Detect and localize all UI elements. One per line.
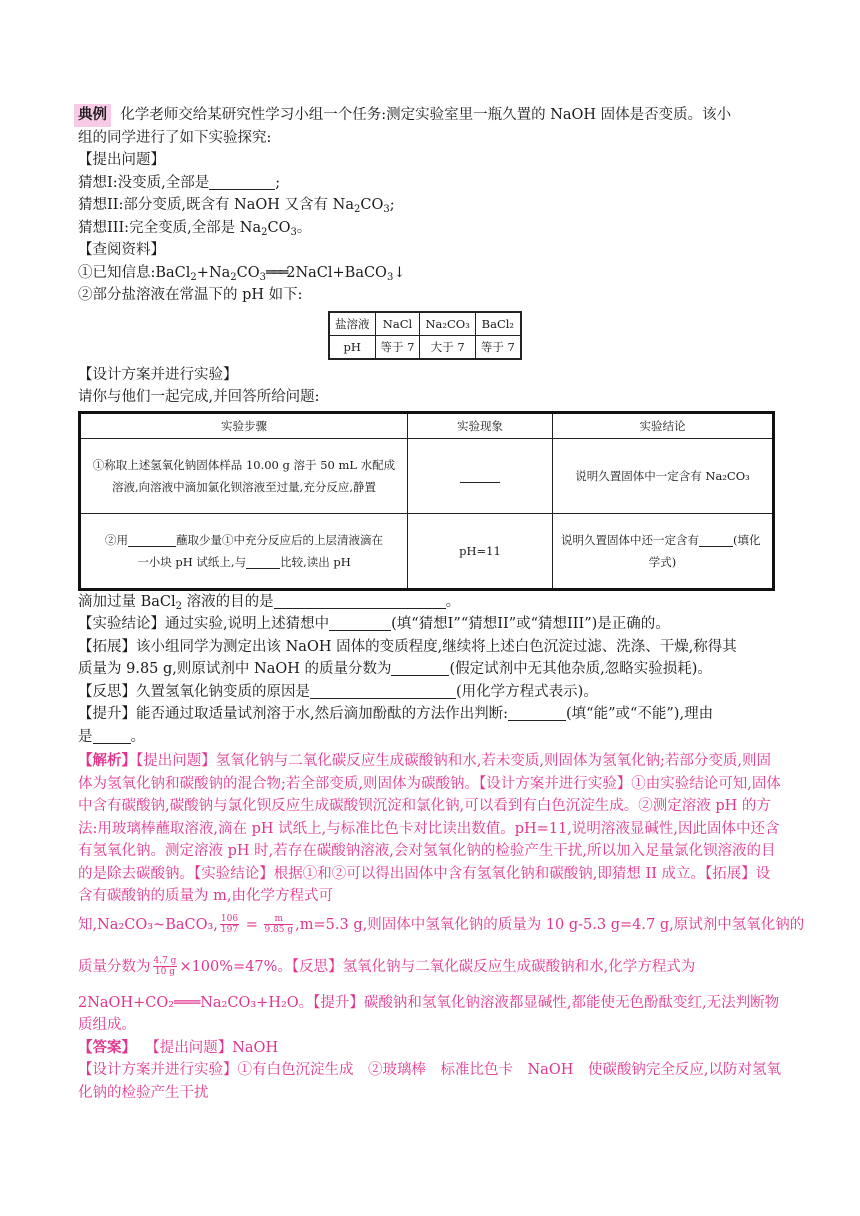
guess-1: 猜想I:没变质,全部是 ; xyxy=(78,174,281,191)
example-tag: 典例 xyxy=(74,104,111,127)
ph-table-row xyxy=(329,335,521,359)
row1-phenomenon xyxy=(408,438,553,513)
improve-line-2: 是 。 xyxy=(78,728,145,745)
experiment-table xyxy=(78,411,775,591)
document-page xyxy=(78,104,805,1104)
blank-equation xyxy=(310,683,456,699)
section-info: 【查阅资料】 xyxy=(78,242,165,258)
extend-line-2: 质量为 9.85 g,则原试剂中 NaOH 的质量分数为 (假定试剂中无其他杂质,忽略实验损耗)。 xyxy=(78,661,712,677)
row2-conclusion: 说明久置固体中还一定含有 (填化 学式) xyxy=(553,513,774,589)
experiment-header-row xyxy=(80,412,774,438)
extend-line-1: 【拓展】该小组同学为测定出该 NaOH 固体的变质程度,继续将上述白色沉淀过滤、洗涤、干燥,称得其 xyxy=(78,638,737,655)
analysis-line-fraction-2: 质量分数为 $\frac{4.7 g}{10 g}$ ×100%=47%。【反思】氢氧化钠与二氧化碳反应生成碳酸钠和水,化学方程式为 xyxy=(78,956,696,977)
blank-phenomenon xyxy=(460,467,500,483)
improve-line-1: 【提升】能否通过取适量试剂溶于水,然后滴加酚酞的方法作出判断: (填“能”或“不能”),理由 xyxy=(78,706,714,722)
info-2: ②部分盐溶液在常温下的 pH 如下: xyxy=(78,287,303,303)
ph-cell: 等于 7 xyxy=(475,335,520,359)
section-design: 【设计方案并进行实验】 xyxy=(78,366,238,383)
guess-2: 猜想II:部分变质,既含有 NaOH 又含有 $Na_2CO_3$; xyxy=(78,197,395,215)
section-question: 【提出问题】 xyxy=(78,152,165,168)
blank-conclusion xyxy=(329,615,391,631)
blank-purpose xyxy=(274,593,446,609)
blank-can xyxy=(508,705,566,721)
row1-step: ①称取上述氢氧化钠固体样品 10.00 g 溶于 50 mL 水配成 溶液,向溶液中滴加氯化钡溶液至过量,充分反应,静置 xyxy=(80,438,408,513)
row2-step: ②用 蘸取少量①中充分反应后的上层清液滴在 一小块 pH 试纸上,与 比较,读出 pH xyxy=(80,513,408,589)
intro-line-1 xyxy=(78,104,783,127)
ph-cell: 等于 7 xyxy=(375,335,420,359)
fraction-m-9.85: $\frac{m}{9.85 g}$ xyxy=(264,914,294,935)
conclusion-line: 【实验结论】通过实验,说明上述猜想中 (填“猜想I”“猜想II”或“猜想III”)是正确的。 xyxy=(78,616,670,632)
info-1: ①已知信息$:BaCl_2+Na_2CO_3═══2NaCl+BaCO_3↓$ xyxy=(78,264,406,283)
ph-table-header xyxy=(329,312,521,336)
analysis-line-equation: 2NaOH+CO₂═══Na₂CO₃+H₂O。【提升】碳酸钠和氢氧化钠溶液都显碱性,都能使无色酚酞变红,无法判断物质组成。 xyxy=(78,994,780,1033)
blank-guess-1 xyxy=(209,174,275,190)
header-phenomenon: 实验现象 xyxy=(408,412,553,438)
intro-text-1: 化学老师交给某研究性学习小组一个任务:测定实验室里一瓶久置的 NaOH 固体是否变质。该小 xyxy=(120,107,732,123)
purpose-line: 滴加过量 BaCl$_2$ 溶液的目的是 。 xyxy=(78,593,461,612)
ph-cell: 盐溶液 xyxy=(329,312,375,336)
ph-table xyxy=(328,311,522,360)
design-intro: 请你与他们一起完成,并回答所给问题: xyxy=(78,389,320,405)
ph-cell: NaCl xyxy=(375,312,420,336)
analysis-paragraph: 【解析】【提出问题】氢氧化钠与二氧化碳反应生成碳酸钠和水,若未变质,则固体为氢氧化钠;若部分变质,则固体为氢氧化钠和碳酸钠的混合物;若全部变质,则固体为碳酸钠。【设计方案并进行实验】①由实验结论可知,固体中含有碳酸钠,碳酸钠与氯化钡反应生成碳酸钡沉淀和氯化钠,可以看到有白色沉淀生成。②测定溶液 pH 的方法:用玻璃棒蘸取溶液,滴在 pH 试纸上,与标准比色卡对比读出数值。pH=11,说明溶液显碱性,因此固体中还含有氢氧化钠。测定溶液 pH 时,若存在碳酸钠溶液,会对氢氧化钠的检验产生干扰,所以加入足量氯化钡溶液的目的是除去碳酸钠。【实验结论】根据①和②可以得出固体中含有氢氧化钠和碳酸钠,即猜想 II 成立。【拓展】设含有碳酸钠的质量为 m,由化学方程式可 xyxy=(78,752,781,904)
answer-line-1: 【答案】 【提出问题】NaOH xyxy=(78,1038,279,1056)
blank-tool xyxy=(128,531,176,547)
guess-3: 猜想III:完全变质,全部是 $Na_2CO_3$。 xyxy=(78,219,312,238)
blank-compare xyxy=(246,553,280,569)
answer-line-2: 【设计方案并进行实验】①有白色沉淀生成 ②玻璃棒 标准比色卡 NaOH 使碳酸钠完全反应,以防对氢氧化钠的检验产生干扰 xyxy=(78,1062,781,1101)
blank-mass-fraction xyxy=(391,660,449,676)
row2-phenomenon: pH=11 xyxy=(408,513,553,589)
fraction-106-197: $\frac{106}{197}$ xyxy=(220,914,239,935)
row1-conclusion: 说明久置固体中一定含有 Na₂CO₃ xyxy=(553,438,774,513)
blank-reason xyxy=(93,728,131,744)
reflect-line: 【反思】久置氢氧化钠变质的原因是 (用化学方程式表示)。 xyxy=(78,683,598,700)
ph-cell: 大于 7 xyxy=(420,335,475,359)
blank-formula xyxy=(699,531,733,547)
ph-cell: BaCl₂ xyxy=(475,312,520,336)
header-conclusion: 实验结论 xyxy=(553,412,774,438)
ph-cell: pH xyxy=(329,335,375,359)
intro-text-2: 组的同学进行了如下实验探究: xyxy=(78,129,272,146)
ph-cell: Na₂CO₃ xyxy=(420,312,475,336)
experiment-row-2 xyxy=(80,513,774,589)
analysis-line-fraction-1: 知,Na₂CO₃~BaCO₃, $\frac{106}{197}$ = $\frac{m}{9.85 g}$ ,m=5.3 g,则固体中氢氧化钠的质量为 10 g-5.3 g=4.7 g,原试剂中氢氧化钠的 xyxy=(78,914,805,935)
experiment-row-1 xyxy=(80,438,774,513)
header-step: 实验步骤 xyxy=(80,412,408,438)
fraction-4.7-10: $\frac{4.7 g}{10 g}$ xyxy=(153,956,177,977)
